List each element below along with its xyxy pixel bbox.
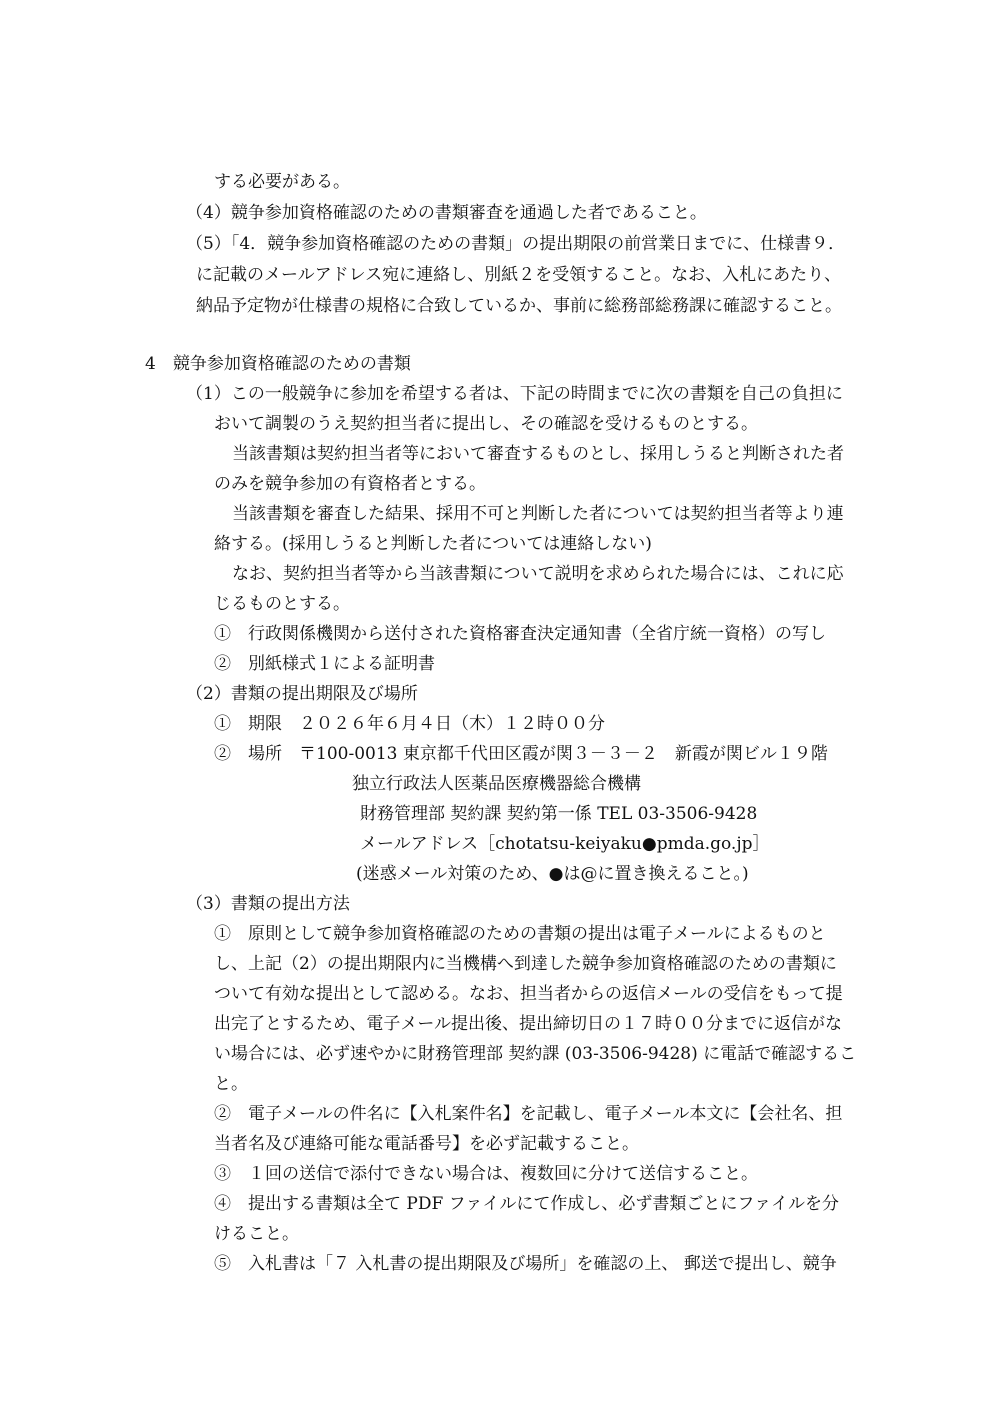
sub-item: ⑤ 入札書は「７ 入札書の提出期限及び場所」を確認の上、 郵送で提出し、競争: [214, 1254, 837, 1274]
text-line: なお、契約担当者等から当該書類について説明を求められた場合には、これに応: [232, 564, 844, 584]
spam-note: (迷惑メール対策のため、●は@に置き換えること。): [356, 864, 749, 884]
email-address: メールアドレス［chotatsu-keiyaku●pmda.go.jp］: [360, 834, 770, 854]
text-line: い場合には、必ず速やかに財務管理部 契約課 (03-3506-9428) に電話で確認するこ: [214, 1044, 857, 1064]
sub-item: ④ 提出する書類は全て PDF ファイルにて作成し、必ず書類ごとにファイルを分: [214, 1194, 839, 1214]
text-line: おいて調製のうえ契約担当者に提出し、その確認を受けるものとする。: [214, 414, 758, 434]
department-phone: 財務管理部 契約課 契約第一係 TEL 03-3506-9428: [360, 804, 758, 824]
list-item-5: （5）「4．競争参加資格確認のための書類」の提出期限の前営業日までに、仕様書９．: [186, 234, 846, 254]
list-item-4: （4）競争参加資格確認のための書類審査を通過した者であること。: [186, 203, 707, 223]
deadline-line: ① 期限 ２０２６年６月４日（木）１２時００分: [214, 714, 605, 734]
text-line: 絡する。(採用しうると判断した者については連絡しない): [214, 534, 652, 554]
text-line: 当者名及び連絡可能な電話番号】を必ず記載すること。: [214, 1134, 639, 1154]
sub-item: ③ １回の送信で添付できない場合は、複数回に分けて送信すること。: [214, 1164, 758, 1184]
list-item-2: （2）書類の提出期限及び場所: [186, 684, 418, 704]
sub-item: ① 原則として競争参加資格確認のための書類の提出は電子メールによるものと: [214, 924, 826, 944]
organization-name: 独立行政法人医薬品医療機器総合機構: [352, 774, 641, 794]
text-line: に記載のメールアドレス宛に連絡し、別紙２を受領すること。なお、入札にあたり、: [196, 265, 842, 285]
text-line: のみを競争参加の有資格者とする。: [214, 474, 486, 494]
text-line: 当該書類を審査した結果、採用不可と判断した者については契約担当者等より連: [232, 504, 844, 524]
sub-item: ① 行政関係機関から送付された資格審査決定通知書（全省庁統一資格）の写し: [214, 624, 826, 644]
text-line: 当該書類は契約担当者等において審査するものとし、採用しうると判断された者: [232, 444, 844, 464]
text-line: する必要がある。: [214, 172, 350, 192]
address-line: ② 場所 〒100-0013 東京都千代田区霞が関３－３－２ 新霞が関ビル１９階: [214, 744, 828, 764]
section-heading: 4 競争参加資格確認のための書類: [145, 354, 411, 374]
list-item-3: （3）書類の提出方法: [186, 894, 350, 914]
sub-item: ② 電子メールの件名に【入札案件名】を記載し、電子メール本文に【会社名、担: [214, 1104, 843, 1124]
text-line: ついて有効な提出として認める。なお、担当者からの返信メールの受信をもって提: [214, 984, 843, 1004]
text-line: 納品予定物が仕様書の規格に合致しているか、事前に総務部総務課に確認すること。: [196, 296, 842, 316]
text-line: けること。: [214, 1224, 299, 1244]
sub-item: ② 別紙様式１による証明書: [214, 654, 435, 674]
text-line: 出完了とするため、電子メール提出後、提出締切日の１７時００分までに返信がな: [214, 1014, 842, 1034]
text-line: じるものとする。: [214, 594, 350, 614]
text-line: し、上記（2）の提出期限内に当機構へ到達した競争参加資格確認のための書類に: [214, 954, 837, 974]
text-line: と。: [214, 1074, 248, 1094]
list-item-1: （1）この一般競争に参加を希望する者は、下記の時間までに次の書類を自己の負担に: [186, 384, 843, 404]
